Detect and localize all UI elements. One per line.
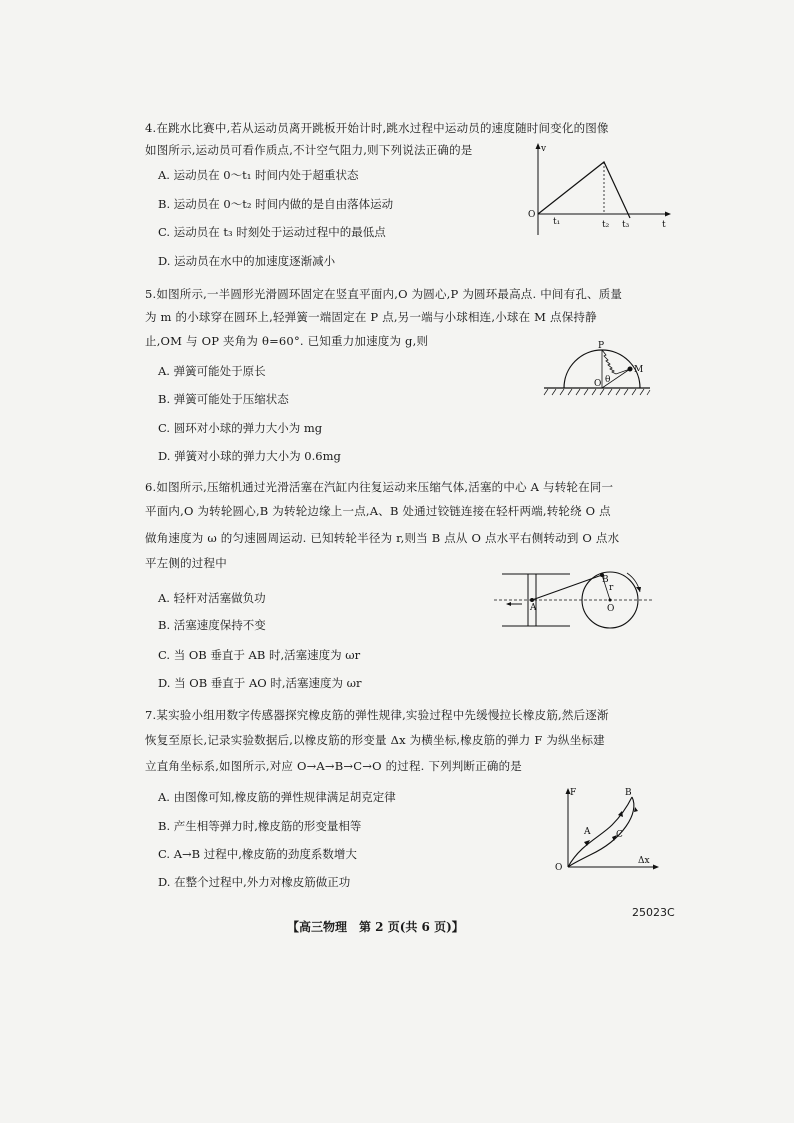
q6-option-d: D. 当 OB 垂直于 AO 时,活塞速度为 ωr [158,676,362,690]
q6-compressor-figure [494,560,654,632]
q5-option-b: B. 弹簧可能处于压缩状态 [158,392,289,406]
q4-line-1: 4.在跳水比赛中,若从运动员离开跳板开始计时,跳水过程中运动员的速度随时间变化的图像 [145,121,609,135]
q5-option-d: D. 弹簧对小球的弹力大小为 0.6mg [158,449,341,463]
q5-line-2: 为 m 的小球穿在圆环上,轻弹簧一端固定在 P 点,另一端与小球相连,小球在 M 点保持静 [145,310,597,324]
q4-origin-label: O [528,210,536,220]
q7-option-a: A. 由图像可知,橡皮筋的弹性规律满足胡克定律 [158,790,396,804]
page-footer-title: 【高三物理 第 2 页(共 6 页)】 [287,920,464,934]
q7-line-3: 立直角坐标系,如图所示,对应 O→A→B→C→O 的过程. 下列判断正确的是 [145,759,522,773]
q4-v-label: v [541,144,547,154]
q4-line-2: 如图所示,运动员可看作质点,不计空气阻力,则下列说法正确的是 [145,143,473,157]
q7-option-d: D. 在整个过程中,外力对橡皮筋做正功 [158,875,351,889]
q5-m-label: M [634,365,644,375]
q7-c-label: C [616,830,623,840]
q6-b-label: B [602,575,609,585]
q7-option-c: C. A→B 过程中,橡皮筋的劲度系数增大 [158,847,357,861]
q4-option-d: D. 运动员在水中的加速度逐渐减小 [158,254,336,268]
q7-b-label: B [625,788,632,798]
q5-p-label: P [598,341,605,351]
q5-option-a: A. 弹簧可能处于原长 [158,364,266,378]
q6-option-c: C. 当 OB 垂直于 AB 时,活塞速度为 ωr [158,648,361,662]
q6-a-label: A [530,603,537,613]
q7-line-1: 7.某实验小组用数字传感器探究橡皮筋的弹性规律,实验过程中先缓慢拉长橡皮筋,然后逐渐 [145,708,609,722]
q6-line-1: 6.如图所示,压缩机通过光滑活塞在汽缸内往复运动来压缩气体,活塞的中心 A 与转轮在同一 [145,480,614,494]
q5-line-1: 5.如图所示,一半圆形光滑圆环固定在竖直平面内,O 为圆心,P 为圆环最高点. 中间有孔、质量 [145,287,623,301]
q4-t1-label: t₁ [553,217,561,227]
q4-option-b: B. 运动员在 0～t₂ 时间内做的是自由落体运动 [158,197,394,211]
q7-o-label: O [555,863,563,873]
q4-option-a: A. 运动员在 0～t₁ 时间内处于超重状态 [158,168,359,182]
q7-force-graph [550,785,660,875]
q5-option-c: C. 圆环对小球的弹力大小为 mg [158,421,323,435]
q6-option-a: A. 轻杆对活塞做负功 [158,591,266,605]
q5-line-3: 止,OM 与 OP 夹角为 θ=60°. 已知重力加速度为 g,则 [145,334,429,348]
q7-option-b: B. 产生相等弹力时,橡皮筋的形变量相等 [158,819,362,833]
q6-o-label: O [607,604,615,614]
exam-code: 25023C [632,906,675,919]
q5-ring-figure [542,340,652,398]
q4-option-c: C. 运动员在 t₃ 时刻处于运动过程中的最低点 [158,225,386,239]
q6-line-4: 平左侧的过程中 [145,556,227,570]
q6-option-b: B. 活塞速度保持不变 [158,618,266,632]
q4-t2-label: t₂ [602,220,610,230]
q6-line-3: 做角速度为 ω 的匀速圆周运动. 已知转轮半径为 r,则当 B 点从 O 点水平右侧转动到 O 点水 [145,531,620,545]
q7-dx-label: Δx [638,856,650,866]
q4-t-label: t [662,220,666,230]
q5-o-label: O [594,379,602,389]
q4-t3-label: t₃ [622,220,630,230]
q7-a-label: A [584,827,591,837]
q5-theta-label: θ [605,375,611,385]
q7-f-label: F [570,788,577,798]
q7-line-2: 恢复至原长,记录实验数据后,以橡皮筋的形变量 Δx 为横坐标,橡皮筋的弹力 F 为纵坐标建 [145,733,605,747]
q6-line-2: 平面内,O 为转轮圆心,B 为转轮边缘上一点,A、B 处通过铰链连接在轻杆两端,转轮绕 O 点 [145,504,611,518]
q4-vt-graph [522,140,672,240]
q6-r-label: r [609,583,614,593]
